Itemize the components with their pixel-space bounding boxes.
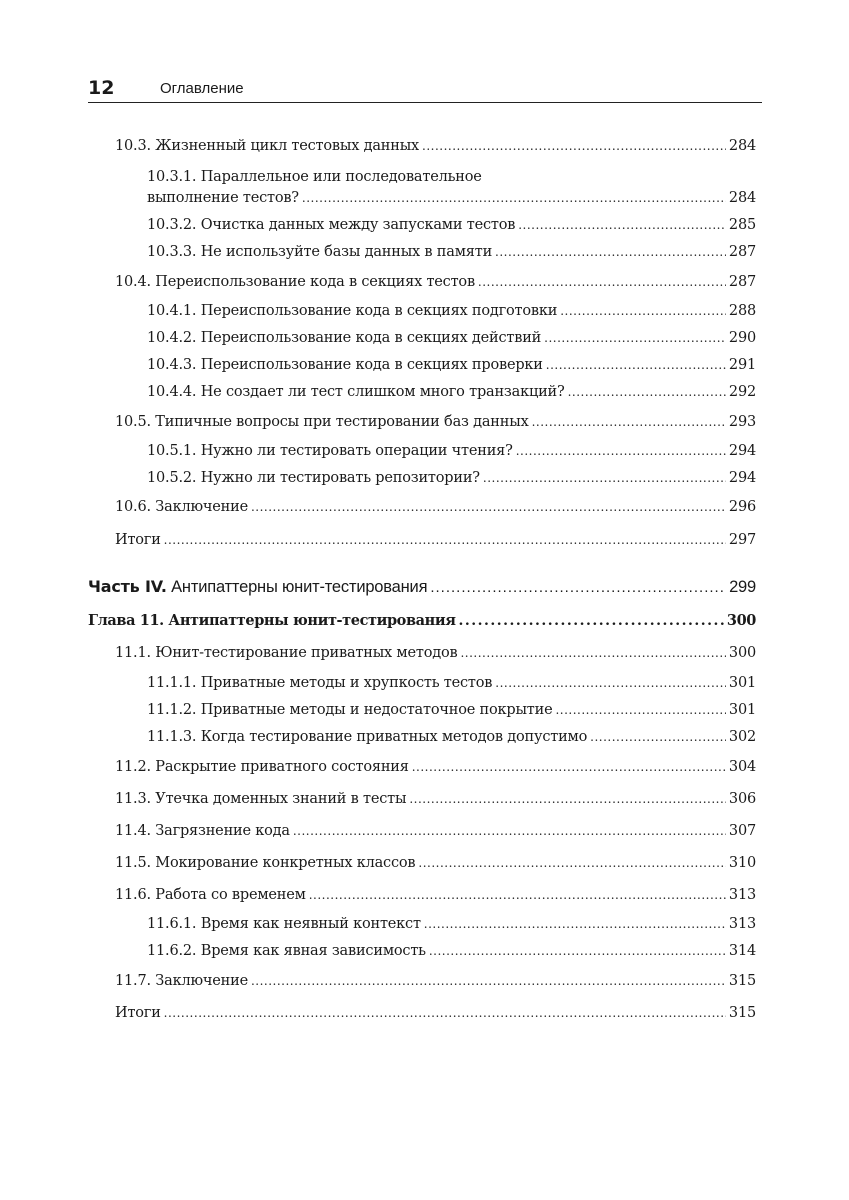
toc-entry-page: 315 <box>728 973 756 989</box>
toc-entry[interactable] <box>147 241 756 263</box>
leader-dots <box>422 135 726 157</box>
toc-entry[interactable] <box>115 642 756 664</box>
toc-entry-title: 10.4. Переиспользование кода в секциях тестов <box>115 274 475 290</box>
toc-entry-title: 11.6. Работа со временем <box>115 887 306 903</box>
leader-dots <box>483 467 726 489</box>
toc-entry-title: 10.4.1. Переиспользование кода в секциях подготовки <box>147 303 558 319</box>
leader-dots <box>309 884 726 906</box>
toc-entry-page: 301 <box>728 702 756 718</box>
leader-dots <box>430 576 726 599</box>
part-title: Антипаттерны юнит-тестирования <box>171 578 428 596</box>
leader-dots <box>544 327 726 349</box>
toc-entry-page: 307 <box>728 823 756 839</box>
toc-entry[interactable] <box>115 820 756 842</box>
toc-entry[interactable] <box>115 788 756 810</box>
leader-dots <box>460 642 725 664</box>
toc-entry[interactable] <box>147 440 756 462</box>
toc-entry[interactable] <box>115 852 756 874</box>
leader-dots <box>516 440 726 462</box>
leader-dots <box>555 699 725 721</box>
leader-dots <box>164 1002 726 1024</box>
toc-entry-title: 10.4.4. Не создает ли тест слишком много транзакций? <box>147 384 565 400</box>
toc-entry[interactable] <box>147 940 756 962</box>
toc-entry-title: выполнение тестов? <box>147 190 299 206</box>
toc-entry[interactable] <box>147 327 756 349</box>
toc-entry-title: 11.1. Юнит-тестирование приватных методов <box>115 645 458 661</box>
toc-entry[interactable] <box>115 529 756 551</box>
toc-entry[interactable] <box>147 354 756 376</box>
toc-entry-page: 284 <box>728 138 756 154</box>
toc-entry-page: 285 <box>728 217 756 233</box>
leader-dots <box>293 820 726 842</box>
chapter-title: Глава 11. Антипаттерны юнит-тестирования <box>88 612 456 629</box>
toc-entry-title: 10.5.1. Нужно ли тестировать операции чтения? <box>147 443 513 459</box>
toc-entry[interactable] <box>115 970 756 992</box>
toc-entry-page: 288 <box>728 303 756 319</box>
toc-entry-page: 287 <box>728 244 756 260</box>
toc-entry[interactable] <box>147 672 756 694</box>
toc-entry-page: 300 <box>728 645 756 661</box>
toc-entry-page: 291 <box>728 357 756 373</box>
toc-entry-title: Итоги <box>115 1005 161 1021</box>
leader-dots <box>164 529 726 551</box>
leader-dots <box>251 496 726 518</box>
toc-entry-page: 287 <box>728 274 756 290</box>
leader-dots <box>429 940 726 962</box>
toc-entry[interactable] <box>147 300 756 322</box>
leader-dots <box>418 852 726 874</box>
toc-entry[interactable] <box>115 135 756 157</box>
leader-dots <box>251 970 726 992</box>
toc-entry[interactable] <box>115 884 756 906</box>
part-label: Часть IV. <box>88 577 167 596</box>
toc-entry-page: 314 <box>728 943 756 959</box>
leader-dots <box>518 214 726 236</box>
toc-entry-title: 11.1.1. Приватные методы и хрупкость тестов <box>147 675 493 691</box>
toc-entry-title: 11.4. Загрязнение кода <box>115 823 290 839</box>
leader-dots <box>302 187 726 209</box>
toc-entry-title: 10.5.2. Нужно ли тестировать репозитории? <box>147 470 480 486</box>
toc-entry[interactable] <box>115 1002 756 1024</box>
toc-entry-page: 284 <box>728 190 756 206</box>
toc-entry-page: 292 <box>728 384 756 400</box>
toc-entry-page: 306 <box>728 791 756 807</box>
toc-entry-page: 290 <box>728 330 756 346</box>
leader-dots <box>459 610 724 632</box>
toc-entry-page: 301 <box>728 675 756 691</box>
toc-entry-page: 315 <box>728 1005 756 1021</box>
leader-dots <box>590 726 726 748</box>
leader-dots <box>495 672 726 694</box>
running-title: Оглавление <box>160 80 244 97</box>
leader-dots <box>560 300 726 322</box>
toc-entry-title: 10.3. Жизненный цикл тестовых данных <box>115 138 420 154</box>
toc-entry-title: 10.4.2. Переиспользование кода в секциях действий <box>147 330 542 346</box>
toc-entry[interactable] <box>115 411 756 433</box>
toc-entry-title: 10.5. Типичные вопросы при тестировании баз данных <box>115 414 529 430</box>
toc-entry-title: 11.2. Раскрытие приватного состояния <box>115 759 409 775</box>
leader-dots <box>424 913 726 935</box>
toc-entry-page: 302 <box>728 729 756 745</box>
toc-entry-title: 10.6. Заключение <box>115 499 248 515</box>
toc-entry-title: 11.1.2. Приватные методы и недостаточное покрытие <box>147 702 553 718</box>
toc-entry-title-line1: 10.3.1. Параллельное или последовательное <box>147 169 482 185</box>
toc-entry-title: 11.3. Утечка доменных знаний в тесты <box>115 791 407 807</box>
toc-entry[interactable] <box>147 187 756 209</box>
toc-entry-title: Итоги <box>115 532 161 548</box>
toc-part-entry[interactable] <box>88 576 756 598</box>
toc-chapter-entry[interactable] <box>88 610 756 632</box>
toc-entry-page: 313 <box>728 916 756 932</box>
leader-dots <box>412 756 726 778</box>
leader-dots <box>546 354 726 376</box>
toc-entry[interactable] <box>147 726 756 748</box>
toc-entry-title: 11.6.2. Время как явная зависимость <box>147 943 426 959</box>
toc-entry[interactable] <box>147 699 756 721</box>
toc-entry[interactable] <box>147 913 756 935</box>
toc-entry-page: 299 <box>729 578 756 596</box>
toc-entry-title: 10.3.3. Не используйте базы данных в памяти <box>147 244 493 260</box>
toc-entry-page: 304 <box>728 759 756 775</box>
page-header <box>88 76 762 103</box>
toc-entry[interactable] <box>147 214 756 236</box>
toc-entry-title: 10.4.3. Переиспользование кода в секциях проверки <box>147 357 543 373</box>
toc-entry-title: 10.3.2. Очистка данных между запусками тестов <box>147 217 516 233</box>
toc-entry-page: 313 <box>728 887 756 903</box>
toc-entry-title: 11.5. Мокирование конкретных классов <box>115 855 416 871</box>
toc-entry-title: 11.7. Заключение <box>115 973 248 989</box>
toc-entry-page: 300 <box>726 612 756 629</box>
toc-entry[interactable] <box>115 756 756 778</box>
toc-entry-title: 11.6.1. Время как неявный контекст <box>147 916 421 932</box>
leader-dots <box>478 271 726 293</box>
toc-entry[interactable] <box>115 496 756 518</box>
toc-entry[interactable] <box>147 467 756 489</box>
toc-entry-page: 296 <box>728 499 756 515</box>
leader-dots <box>495 241 726 263</box>
toc-entry[interactable] <box>115 271 756 293</box>
page-number: 12 <box>88 77 115 99</box>
leader-dots <box>568 381 726 403</box>
toc-entry[interactable] <box>147 381 756 403</box>
leader-dots <box>532 411 726 433</box>
leader-dots <box>409 788 726 810</box>
toc-entry-page: 294 <box>728 470 756 486</box>
toc-entry-page: 294 <box>728 443 756 459</box>
toc-entry-title: 11.1.3. Когда тестирование приватных методов допустимо <box>147 729 588 745</box>
toc-entry-page: 297 <box>728 532 756 548</box>
toc-entry-page: 310 <box>728 855 756 871</box>
toc-entry-page: 293 <box>728 414 756 430</box>
